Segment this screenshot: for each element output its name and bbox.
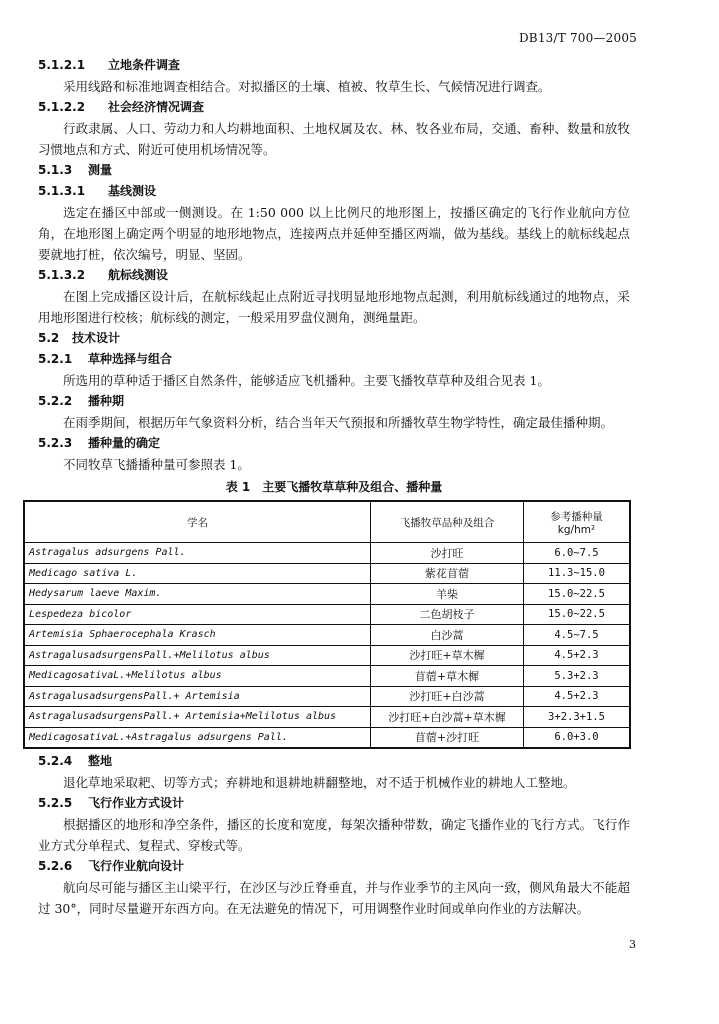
table-row <box>24 666 630 687</box>
scientific-name-cell: Medicago sativa L. <box>24 563 371 584</box>
heading-5-1-2-1 <box>38 55 630 76</box>
seeding-rate-cell: 3+2.3+1.5 <box>524 707 631 728</box>
species-cell: 苜蓿+草木樨 <box>371 666 524 687</box>
heading-5-2-2 <box>38 391 630 412</box>
seeding-rate-cell: 6.0~7.5 <box>524 543 631 564</box>
page-number: 3 <box>629 938 636 951</box>
table-row <box>24 727 630 748</box>
heading-5-2-4 <box>38 751 630 772</box>
species-cell: 沙打旺+白沙蒿 <box>371 686 524 707</box>
seed-rate-table <box>23 500 631 749</box>
scientific-name-cell: AstragalusadsurgensPall.+Melilotus albus <box>24 645 371 666</box>
table-row <box>24 625 630 646</box>
heading-5-2-6 <box>38 856 630 877</box>
heading-5-2-3 <box>38 433 630 454</box>
scientific-name-cell: MedicagosativaL.+Astragalus adsurgens Pall. <box>24 727 371 748</box>
table-row <box>24 686 630 707</box>
heading-title: 技术设计 <box>72 331 121 345</box>
table-row <box>24 645 630 666</box>
paragraph-5-1-2-2: 行政隶属、人口、劳动力和人均耕地面积、土地权属及农、林、牧各业布局，交通、畜种、数量和放牧习惯地点和方式、附近可使用机场情况等。 <box>38 121 630 157</box>
heading-title: 播种期 <box>88 394 125 408</box>
heading-5-1-2-2 <box>38 97 630 118</box>
heading-title: 草种选择与组合 <box>88 352 173 366</box>
seeding-rate-cell: 15.0~22.5 <box>524 604 631 625</box>
paragraph-5-2-2: 在雨季期间，根据历年气象资料分析，结合当年天气预报和所播牧草生物学特性，确定最佳播种期。 <box>63 415 614 430</box>
heading-5-2 <box>38 328 630 349</box>
heading-number: 5.1.3 <box>38 163 73 177</box>
scientific-name-cell: Astragalus adsurgens Pall. <box>24 543 371 564</box>
heading-title: 飞行作业航向设计 <box>88 859 185 873</box>
heading-title: 飞行作业方式设计 <box>88 796 185 810</box>
paragraph-5-1-2-1: 采用线路和标准地调查相结合。对拟播区的土壤、植被、牧草生长、气候情况进行调查。 <box>63 79 551 94</box>
heading-title: 社会经济情况调查 <box>108 100 205 114</box>
heading-title: 基线测设 <box>108 184 157 198</box>
table-row <box>24 584 630 605</box>
heading-title: 航标线测设 <box>108 268 169 282</box>
heading-number: 5.2.3 <box>38 436 73 450</box>
scientific-name-cell: Hedysarum laeve Maxim. <box>24 584 371 605</box>
paragraph-5-2-3: 不同牧草飞播播种量可参照表 1。 <box>63 457 250 472</box>
scientific-name-cell: Artemisia Sphaerocephala Krasch <box>24 625 371 646</box>
heading-5-1-3 <box>38 160 630 181</box>
species-cell: 沙打旺+白沙蒿+草木樨 <box>371 707 524 728</box>
paragraph-5-2-4: 退化草地采取耙、切等方式；弃耕地和退耕地耕翻整地，对不适于机械作业的耕地人工整地。 <box>63 775 576 790</box>
heading-5-2-1 <box>38 349 630 370</box>
heading-number: 5.2.1 <box>38 352 73 366</box>
table-row <box>24 604 630 625</box>
rate-unit: kg/hm² <box>557 523 596 536</box>
paragraph-5-2-1: 所选用的草种适于播区自然条件，能够适应飞机播种。主要飞播牧草草种及组合见表 1。 <box>63 373 550 388</box>
seeding-rate-cell: 4.5~7.5 <box>524 625 631 646</box>
paragraph-5-1-3-2: 在图上完成播区设计后，在航标线起止点附近寻找明显地形地物点起测，利用航标线通过的地物点，采用地形图进行校核；航标线的测定，一般采用罗盘仪测角，测绳量距。 <box>38 289 630 325</box>
table-row <box>24 543 630 564</box>
heading-number: 5.2.4 <box>38 754 73 768</box>
table-row <box>24 707 630 728</box>
heading-number: 5.2 <box>38 331 60 345</box>
header-seeding-rate <box>524 501 631 543</box>
rate-label: 参考播种量 <box>550 510 603 523</box>
heading-5-2-5 <box>38 793 630 814</box>
heading-5-1-3-1 <box>38 181 630 202</box>
scientific-name-cell: MedicagosativaL.+Melilotus albus <box>24 666 371 687</box>
paragraph-5-2-5: 根据播区的地形和净空条件，播区的长度和宽度，每架次播种带数，确定飞播作业的飞行方式。飞行作业方式分单程式、复程式、穿梭式等。 <box>38 817 630 853</box>
heading-number: 5.1.2.1 <box>38 58 86 72</box>
species-cell: 沙打旺+草木樨 <box>371 645 524 666</box>
species-cell: 沙打旺 <box>371 543 524 564</box>
heading-number: 5.1.3.2 <box>38 268 86 282</box>
seeding-rate-cell: 6.0+3.0 <box>524 727 631 748</box>
seeding-rate-cell: 4.5+2.3 <box>524 686 631 707</box>
species-cell: 二色胡枝子 <box>371 604 524 625</box>
header-scientific-name: 学名 <box>24 501 371 543</box>
seeding-rate-cell: 4.5+2.3 <box>524 645 631 666</box>
scientific-name-cell: AstragalusadsurgensPall.+ Artemisia+Melilotus albus <box>24 707 371 728</box>
species-cell: 苜蓿+沙打旺 <box>371 727 524 748</box>
heading-number: 5.2.5 <box>38 796 73 810</box>
species-cell: 羊柴 <box>371 584 524 605</box>
scientific-name-cell: AstragalusadsurgensPall.+ Artemisia <box>24 686 371 707</box>
scientific-name-cell: Lespedeza bicolor <box>24 604 371 625</box>
heading-number: 5.2.2 <box>38 394 73 408</box>
heading-title: 测量 <box>88 163 113 177</box>
table-header-row <box>24 501 630 543</box>
seeding-rate-cell: 11.3~15.0 <box>524 563 631 584</box>
heading-number: 5.2.6 <box>38 859 73 873</box>
table-row <box>24 563 630 584</box>
heading-number: 5.1.3.1 <box>38 184 86 198</box>
standard-code: DB13/T 700—2005 <box>518 31 637 45</box>
heading-5-1-3-2 <box>38 265 630 286</box>
seeding-rate-cell: 5.3+2.3 <box>524 666 631 687</box>
table-caption: 表 1 主要飞播牧草草种及组合、播种量 <box>225 480 443 494</box>
header-species-combination: 飞播牧草品种及组合 <box>371 501 524 543</box>
heading-title: 整地 <box>88 754 113 768</box>
heading-number: 5.1.2.2 <box>38 100 86 114</box>
heading-title: 播种量的确定 <box>88 436 161 450</box>
document-body <box>29 55 630 919</box>
species-cell: 白沙蒿 <box>371 625 524 646</box>
species-cell: 紫花苜蓿 <box>371 563 524 584</box>
heading-title: 立地条件调查 <box>108 58 181 72</box>
paragraph-5-1-3-1: 选定在播区中部或一侧测设。在 1:50 000 以上比例尺的地形图上，按播区确定的飞行作业航向方位角，在地形图上确定两个明显的地形地物点，连接两点并延伸至播区两端，做为基线。基线上的航标线起点要就地打桩，依次编号，明显、坚固。 <box>38 205 630 262</box>
paragraph-5-2-6: 航向尽可能与播区主山梁平行，在沙区与沙丘脊垂直，并与作业季节的主风向一致，侧风角最大不能超过 30°，同时尽量避开东西方向。在无法避免的情况下，可用调整作业时间或单向作业的方法解决。 <box>38 880 630 916</box>
seeding-rate-cell: 15.0~22.5 <box>524 584 631 605</box>
